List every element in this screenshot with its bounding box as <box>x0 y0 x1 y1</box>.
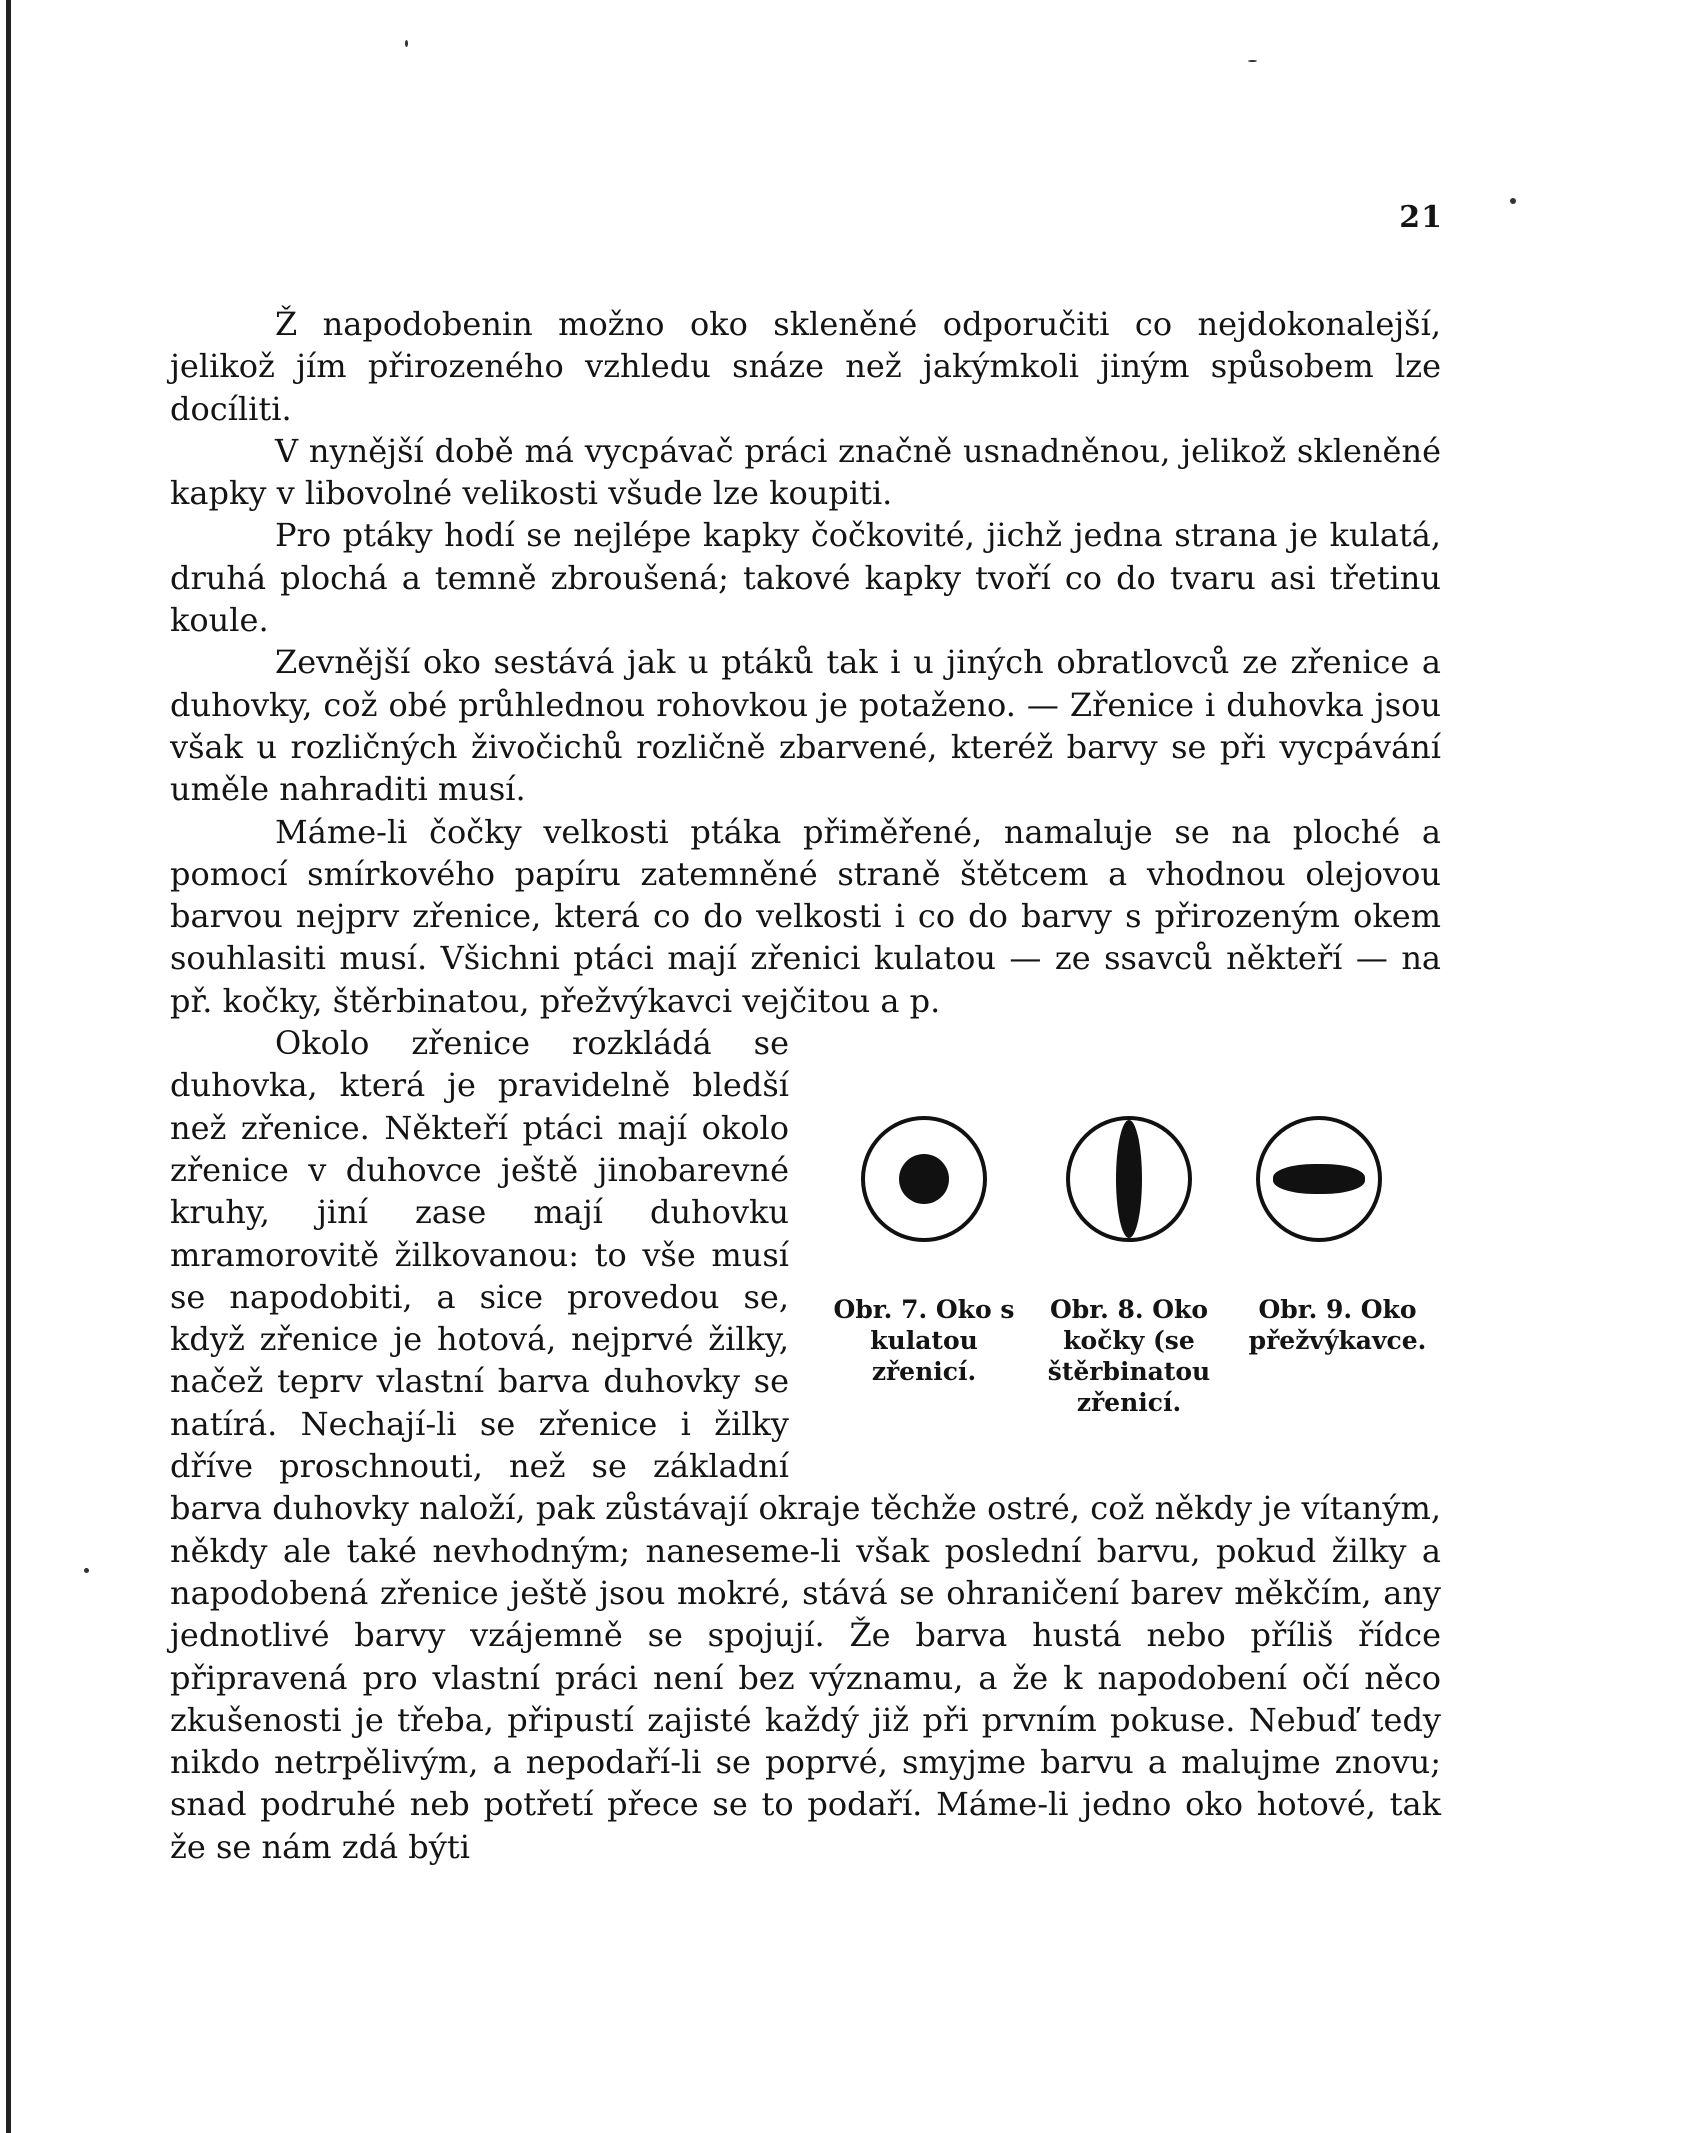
paragraph: Máme-li čočky velkosti ptáka přiměřené, namaluje se na ploché a pomocí smírkového papíru zatemněné straně štětcem a vhodnou olejovou barvou nejprv zřenice, která co do velkosti i co do barvy s přirozeným okem souhlasiti musí. Všichni ptáci mají zřenici kulatou — ze ssavců někteří — na př. kočky, štěrbinatou, přežvýkavci vejčitou a p. <box>170 812 1441 1020</box>
oval-pupil-eye-figure <box>1256 1116 1382 1242</box>
eye-figures <box>819 1028 1441 1447</box>
paragraph: Ž napodobenin možno oko skleněné odporučiti co nejdokonalejší, jelikož jím přirozeného vzhledu snáze než jakýmkoli jiným spůsobem lze docíliti. <box>170 305 1441 428</box>
body-text <box>170 303 1441 1868</box>
page-number: 21 <box>1399 200 1443 235</box>
paragraph-with-figures <box>170 1022 1441 1868</box>
round-pupil <box>899 1154 949 1204</box>
figure-caption: Obr. 7. Oko s kulatou zřenicí. <box>833 1295 1015 1387</box>
figure-caption: Obr. 8. Oko kočky (se štěrbinatou zřenicí. <box>1047 1295 1211 1418</box>
scan-page-edge <box>6 0 11 2133</box>
scan-speck <box>1510 198 1516 204</box>
paragraph: V nynější době má vycpávač práci značně usnadněnou, jelikož skleněné kapky v libovolné velikosti všude lze koupiti. <box>170 431 1441 513</box>
scan-speck <box>1248 60 1257 62</box>
scan-speck <box>84 1568 89 1573</box>
slit-pupil <box>1116 1120 1142 1238</box>
figure-caption: Obr. 9. Oko přežvýkavce. <box>1248 1295 1427 1356</box>
scan-speck <box>405 40 408 47</box>
oval-pupil <box>1273 1164 1365 1194</box>
slit-pupil-eye-figure <box>1066 1116 1192 1242</box>
paragraph: Okolo zřenice rozkládá se duhovka, která je pravidelně bledší než zřenice. Někteří ptáci mají okolo zřenice v duhovce ještě jinobarevné kruhy, jiní zase mají duhovku mramorovitě žilkovanou: to vše musí se napodobiti, a sice provedou se, když zřenice je hotová, nejprvé žilky, načež teprv vlastní barva duhovky se natírá. Nechají-li se zřenice i žilky dříve proschnouti, než se základní barva duhovky naloží, pak zůstávají okraje těchže ostré, což někdy je vítaným, někdy ale také nevhodným; naneseme-li však poslední barvu, pokud žilky a napodobená zřenice ještě jsou mokré, stává se ohraničení barev měkčím, any jednotlivé barvy vzájemně se spojují. Že barva hustá nebo příliš řídce připravená pro vlastní práci není bez významu, a že k napodobení očí něco zkušenosti je třeba, připustí zajisté každý již při prvním pokuse. Nebuď tedy nikdo netrpělivým, a nepodaří-li se poprvé, smyjme barvu a malujme znovu; snad podruhé neb potřetí přece se to podaří. Máme-li jedno oko hotové, tak že se nám zdá býti <box>170 1024 1441 1866</box>
paragraph: Zevnější oko sestává jak u ptáků tak i u jiných obratlovců ze zřenice a duhovky, což obé průhlednou rohovkou je potaženo. — Zřenice i duhovka jsou však u rozličných živočichů rozličně zbarvené, kteréž barvy se při vycpávání uměle nahraditi musí. <box>170 643 1441 809</box>
paragraph: Pro ptáky hodí se nejlépe kapky čočkovité, jichž jedna strana je kulatá, druhá plochá a temně zbroušená; takové kapky tvoří co do tvaru asi třetinu koule. <box>170 516 1441 640</box>
round-pupil-eye-figure <box>861 1116 987 1242</box>
